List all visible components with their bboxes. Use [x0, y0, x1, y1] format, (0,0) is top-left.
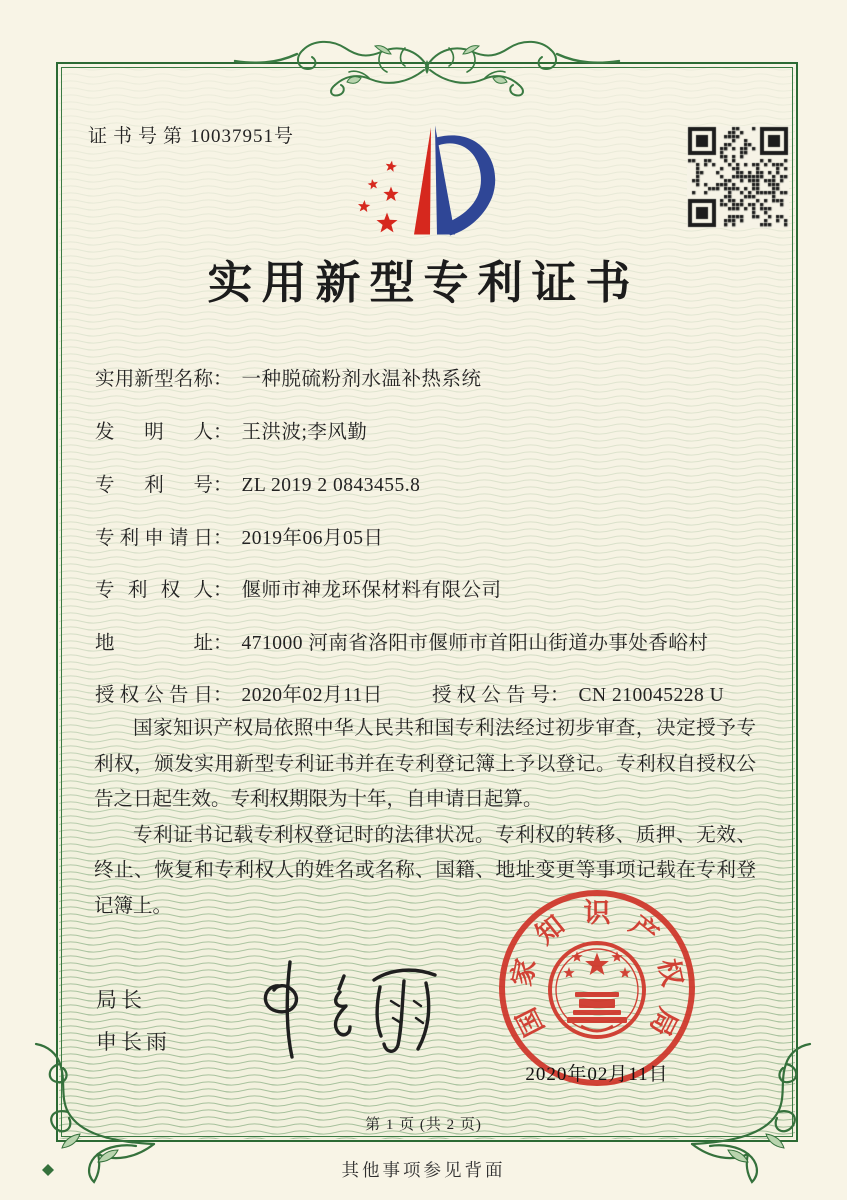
legal-paragraph: 国家知识产权局依照中华人民共和国专利法经过初步审查，决定授予专利权，颁发实用新型专利证书并在专利登记簿上予以登记。专利权自授权公告之日起生效。专利权期限为十年，自申请日起算。 — [94, 718, 756, 810]
svg-text:产: 产 — [624, 909, 665, 951]
field-value: 471000 河南省洛阳市偃师市首阳山街道办事处香峪村 — [241, 633, 709, 654]
svg-text:家: 家 — [506, 956, 542, 989]
field-row: 地址： 471000 河南省洛阳市偃师市首阳山街道办事处香峪村 — [0, 627, 847, 657]
field-label: 授权公告日 — [95, 685, 213, 706]
field-label: 实用新型名称 — [95, 369, 213, 390]
page-indicator: 第 1 页 (共 2 页) — [365, 1117, 482, 1133]
field-value: CN 210045228 U — [578, 685, 725, 706]
field-row: 专利号： ZL 2019 2 0843455.8 — [0, 469, 847, 499]
svg-text:局: 局 — [644, 1003, 684, 1041]
officer-name: 申长雨 — [96, 1030, 171, 1054]
svg-text:知: 知 — [529, 909, 570, 951]
cnipa-logo-icon — [352, 112, 512, 240]
field-label: 地址 — [95, 633, 213, 654]
field-label: 专利申请日 — [95, 528, 213, 549]
field-value: 2020年02月11日 — [241, 685, 383, 706]
field-value: 王洪波;李风勤 — [241, 422, 368, 443]
certificate-title: 实用新型专利证书 — [207, 258, 640, 308]
field-row: 专利申请日： 2019年06月05日 — [0, 522, 847, 552]
seal-date: 2020年02月11日 — [525, 1064, 669, 1085]
field-row: 授权公告日： 2020年02月11日 授权公告号： CN 210045228 U — [0, 679, 847, 709]
svg-text:识: 识 — [583, 898, 611, 929]
field-label: 授权公告号 — [432, 685, 550, 706]
field-label: 发明人 — [95, 422, 213, 443]
commissioner-signature-icon — [228, 956, 443, 1062]
svg-text:权: 权 — [652, 956, 688, 989]
field-value: 2019年06月05日 — [241, 528, 384, 549]
field-row: 实用新型名称： 一种脱硫粉剂水温补热系统 — [0, 363, 847, 393]
qr-code — [687, 126, 789, 228]
field-value: 偃师市神龙环保材料有限公司 — [241, 580, 502, 601]
certificate-number: 证书号第 10037951号 — [88, 126, 300, 147]
svg-text:国: 国 — [510, 1003, 550, 1041]
back-note: 其他事项参见背面 — [341, 1160, 506, 1180]
field-row: 发明人： 王洪波;李风勤 — [0, 416, 847, 446]
field-value: ZL 2019 2 0843455.8 — [241, 475, 421, 496]
field-label: 专利号 — [95, 475, 213, 496]
field-value: 一种脱硫粉剂水温补热系统 — [241, 369, 482, 390]
officer-title: 局长 — [96, 988, 146, 1012]
legal-paragraph: 专利证书记载专利权登记时的法律状况。专利权的转移、质押、无效、终止、恢复和专利权人的姓名或名称、国籍、地址变更等事项记载在专利登记簿上。 — [94, 824, 756, 917]
field-label: 专利权人 — [95, 580, 213, 601]
field-row: 专利权人： 偃师市神龙环保材料有限公司 — [0, 574, 847, 604]
